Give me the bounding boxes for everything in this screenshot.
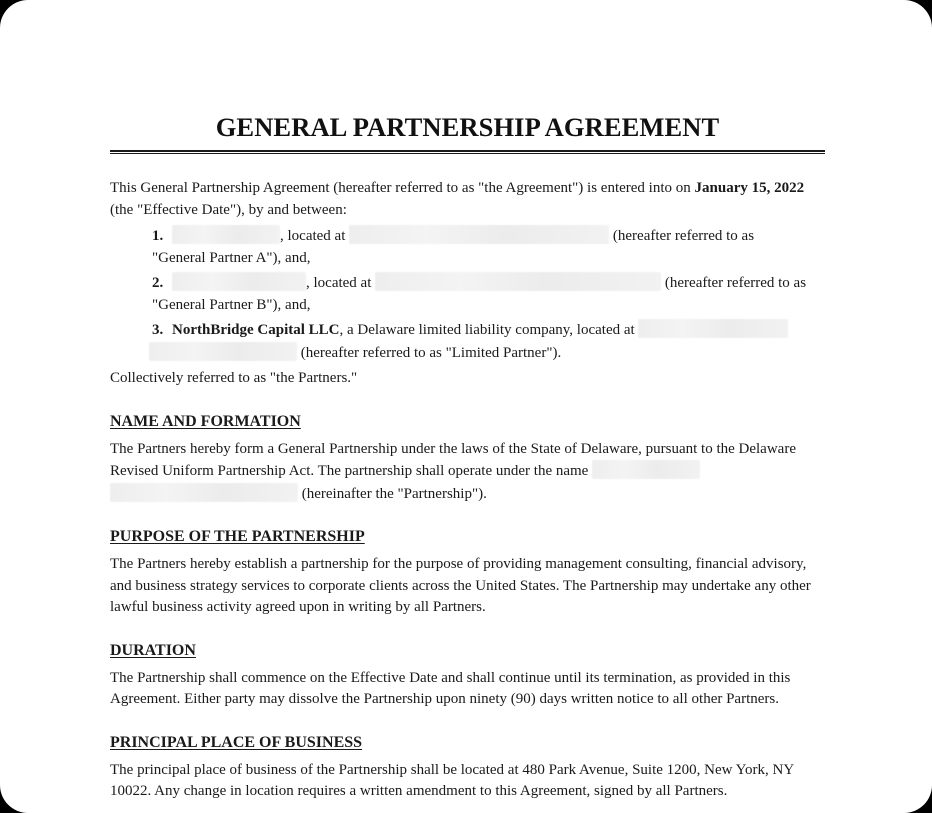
purpose-paragraph: The Partners hereby establish a partnership for the purpose of providing management consulting, financial advisory, and business strategy services to corporate clients across the United States. The Partnership may undertake any other lawful business activity agreed upon in writing by all Partners.: [110, 556, 811, 615]
collective-paragraph: Collectively referred to as "the Partners.": [110, 370, 358, 386]
party-number: 1.: [152, 228, 164, 244]
party-suffix: (hereafter referred to as "Limited Partner").: [297, 344, 562, 361]
redacted-party-name: [172, 272, 306, 291]
redacted-partnership-name: [592, 460, 700, 479]
document-title: GENERAL PARTNERSHIP AGREEMENT: [215, 112, 720, 142]
section-heading-name-formation: NAME AND FORMATION: [110, 412, 301, 430]
redacted-address: [375, 272, 661, 291]
party-item-1: [152, 225, 825, 269]
party-role: "General Partner A"), and,: [152, 249, 311, 266]
party-number: 3.: [152, 322, 164, 338]
name-formation-text-2: (hereinafter the "Partnership").: [298, 485, 487, 502]
party-number: 2.: [152, 275, 164, 291]
title-double-rule: [110, 150, 825, 154]
party-suffix: (hereafter referred to as: [609, 228, 755, 244]
section-heading-duration: DURATION: [110, 641, 196, 659]
intro-paragraph: [110, 178, 825, 221]
redacted-address: [349, 225, 609, 244]
redacted-address-continued: [149, 342, 297, 361]
redacted-address: [638, 319, 788, 338]
party-item-2: [152, 272, 825, 316]
redacted-party-name: [172, 225, 280, 244]
redacted-partnership-name-continued: [110, 483, 298, 502]
principal-place-paragraph: The principal place of business of the Partnership shall be located at 480 Park Avenue, Suite 1200, New York, NY 10022. Any change in location requires a written amendment to this Agreement, signed by all Partners.: [110, 761, 794, 799]
document-body: [110, 110, 825, 803]
intro-text-1: This General Partnership Agreement (hereafter referred to as "the Agreement") is entered into on: [110, 180, 695, 196]
party-role: "General Partner B"), and,: [152, 296, 311, 313]
party-located-at: , located at: [280, 228, 346, 244]
name-formation-paragraph: [110, 439, 825, 506]
party-description: , a Delaware limited liability company, located at: [339, 322, 635, 338]
party-suffix: (hereafter referred to as: [661, 275, 807, 291]
intro-text-2: (the "Effective Date"), by and between:: [110, 201, 347, 218]
section-heading-purpose: PURPOSE OF THE PARTNERSHIP: [110, 528, 365, 545]
duration-paragraph: The Partnership shall commence on the Effective Date and shall continue until its termination, as provided in this Agreement. Either party may dissolve the Partnership upon ninety (90) days written notice to all other Partners.: [110, 669, 791, 707]
section-heading-principal-place: PRINCIPAL PLACE OF BUSINESS: [110, 733, 363, 751]
party-item-3: [152, 319, 825, 364]
party-located-at: , located at: [306, 275, 372, 291]
party-name: NorthBridge Capital LLC: [172, 322, 340, 338]
parties-list: [110, 225, 825, 364]
name-formation-text-1: The Partners hereby form a General Partnership under the laws of the State of Delaware, pursuant to the Delaware Revised Uniform Partnership Act. The partnership shall operate under the name: [110, 440, 796, 479]
effective-date: January 15, 2022: [694, 180, 805, 196]
